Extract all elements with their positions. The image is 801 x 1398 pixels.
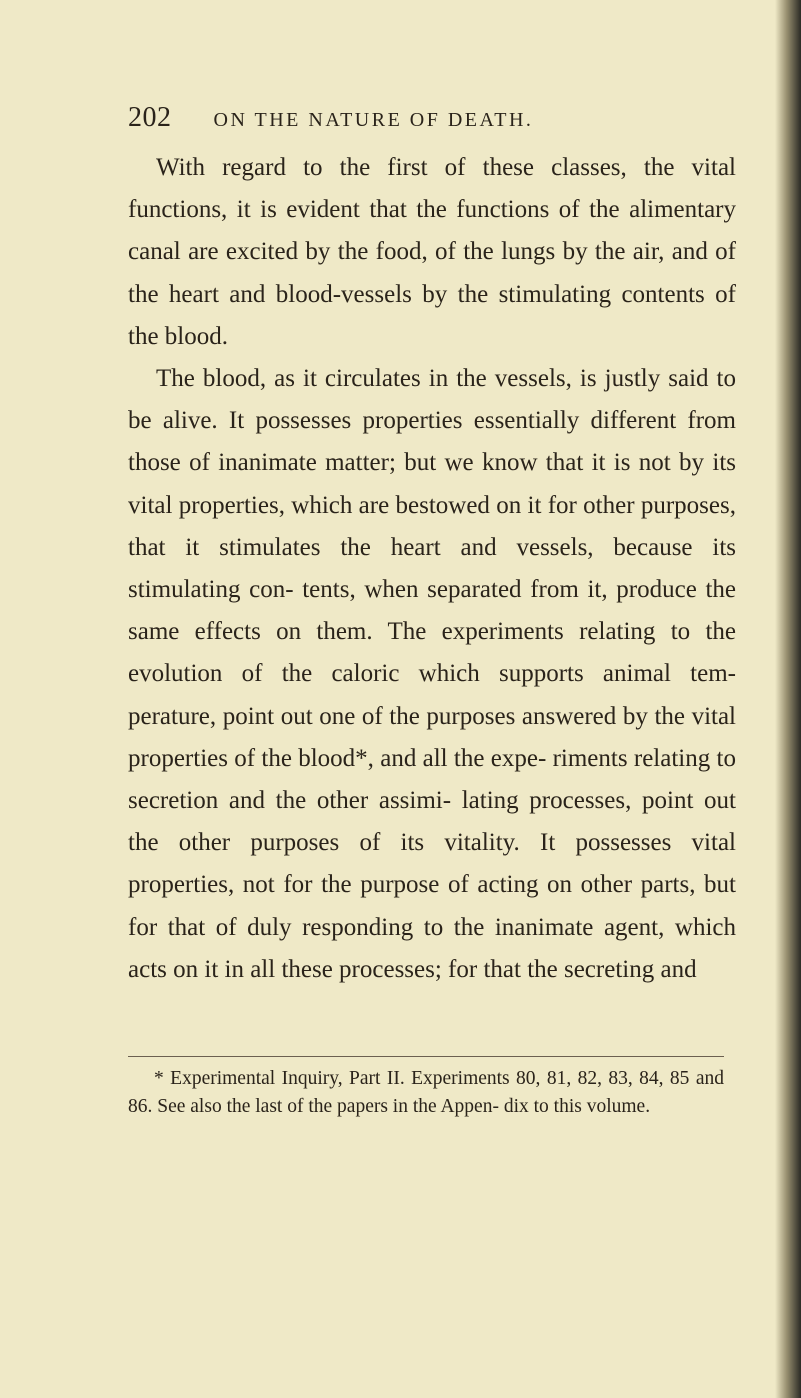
paragraph-1: With regard to the first of these classes, the vital functions, it is evident that the functions of the alimentary canal are excited by the food, of the lungs by the air, and of the heart and blood-vessels by the stimulating contents of the blood. — [128, 154, 736, 350]
footnote-rule — [128, 1056, 724, 1057]
page-number: 202 — [128, 102, 172, 133]
running-head — [128, 102, 688, 142]
footnote-text: * Experimental Inquiry, Part II. Experiments 80, 81, 82, 83, 84, 85 and 86. See also the last of the papers in the Appen- dix to this volume. — [128, 1068, 724, 1117]
footnote — [128, 1065, 724, 1121]
paragraph-2: The blood, as it circulates in the vessels, is justly said to be alive. It possesses properties essentially different from those of inanimate matter; but we know that it is not by its vital properties, which are bestowed on it for other purposes, that it stimulates the heart and vessels, because its stimulating con- tents, when separated from it, produce the same effects on them. The experiments relating to the evolution of the caloric which supports animal tem- perature, point out one of the purposes answered by the vital properties of the blood*, and all the expe- riments relating to secretion and the other assimi- lating processes, point out the other purposes of its vitality. It possesses vital properties, not for the purpose of acting on other parts, but for that of duly responding to the inanimate agent, which acts on it in all these processes; for that the secreting and — [128, 365, 736, 983]
body-text — [128, 147, 736, 991]
running-title: ON THE NATURE OF DEATH. — [213, 109, 534, 131]
page-edge-shadow — [775, 0, 801, 1398]
